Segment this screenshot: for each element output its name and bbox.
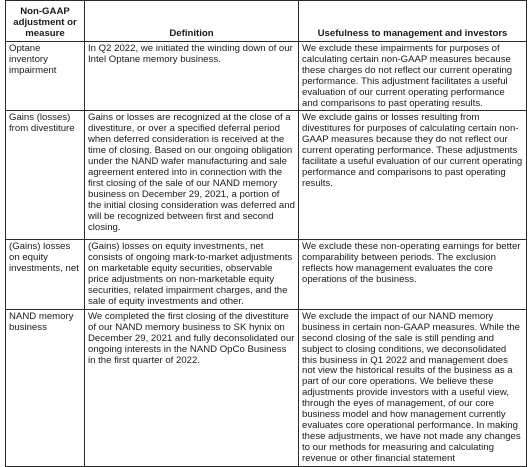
table-header-row	[6, 1, 527, 42]
adjustment-name-cell: Gains (losses) from divestiture	[6, 111, 85, 240]
document-page	[5, 0, 526, 467]
usefulness-cell: We exclude these non-operating earnings for better comparability between periods. The exclusion reflects how management evaluates the core operations of the business.	[299, 240, 527, 309]
definition-cell: We completed the first closing of the divestiture of our NAND memory business to SK hynix on December 29, 2021 and fully deconsolidated our ongoing interests in the NAND OpCo Business in the first quarter of 2022.	[85, 309, 299, 466]
usefulness-cell: We exclude these impairments for purposes of calculating certain non-GAAP measures because these charges do not reflect our current operating performance. This adjustment facilitates a useful evaluation of our current operating performance and comparisons to past operating results.	[299, 42, 527, 111]
definition-cell: (Gains) losses on equity investments, net consists of ongoing mark-to-market adjustments on marketable equity securities, observable price adjustments on non-marketable equity securities, related impairment charges, and the sale of equity investments and other.	[85, 240, 299, 309]
column-header-adjustment: Non-GAAP adjustment or measure	[6, 1, 85, 42]
adjustment-name-cell: NAND memory business	[6, 309, 85, 466]
table-row	[6, 42, 527, 111]
table-row	[6, 111, 527, 240]
usefulness-cell: We exclude gains or losses resulting from divestitures for purposes of calculating certain non-GAAP measures because they do not reflect our current operating performance. These adjustments facilitate a useful evaluation of our current operating performance and comparisons to past operating results.	[299, 111, 527, 240]
definition-cell: Gains or losses are recognized at the close of a divestiture, or over a specified deferral period when deferred consideration is received at the time of closing. Based on our ongoing obligation under the NAND wafer manufacturing and sale agreement entered into in connection with the first closing of the sale of our NAND memory business on December 29, 2021, a portion of the initial closing consideration was deferred and will be recognized between first and second closing.	[85, 111, 299, 240]
table-row	[6, 240, 527, 309]
adjustment-name-cell: Optane inventory impairment	[6, 42, 85, 111]
definition-cell: In Q2 2022, we initiated the winding down of our Intel Optane memory business.	[85, 42, 299, 111]
adjustment-name-cell: (Gains) losses on equity investments, net	[6, 240, 85, 309]
column-header-usefulness: Usefulness to management and investors	[299, 1, 527, 42]
usefulness-cell: We exclude the impact of our NAND memory business in certain non-GAAP measures. While the second closing of the sale is still pending and subject to closing conditions, we deconsolidated this business in Q1 2022 and management does not view the historical results of the business as a part of our core operations. We believe these adjustments provide investors with a useful view, through the eyes of management, of our core business model and how management currently evaluates core operational performance. In making these adjustments, we have not made any changes to our methods for measuring and calculating revenue or other financial statement	[299, 309, 527, 466]
non-gaap-table	[5, 0, 527, 467]
table-row	[6, 309, 527, 466]
column-header-definition: Definition	[85, 1, 299, 42]
